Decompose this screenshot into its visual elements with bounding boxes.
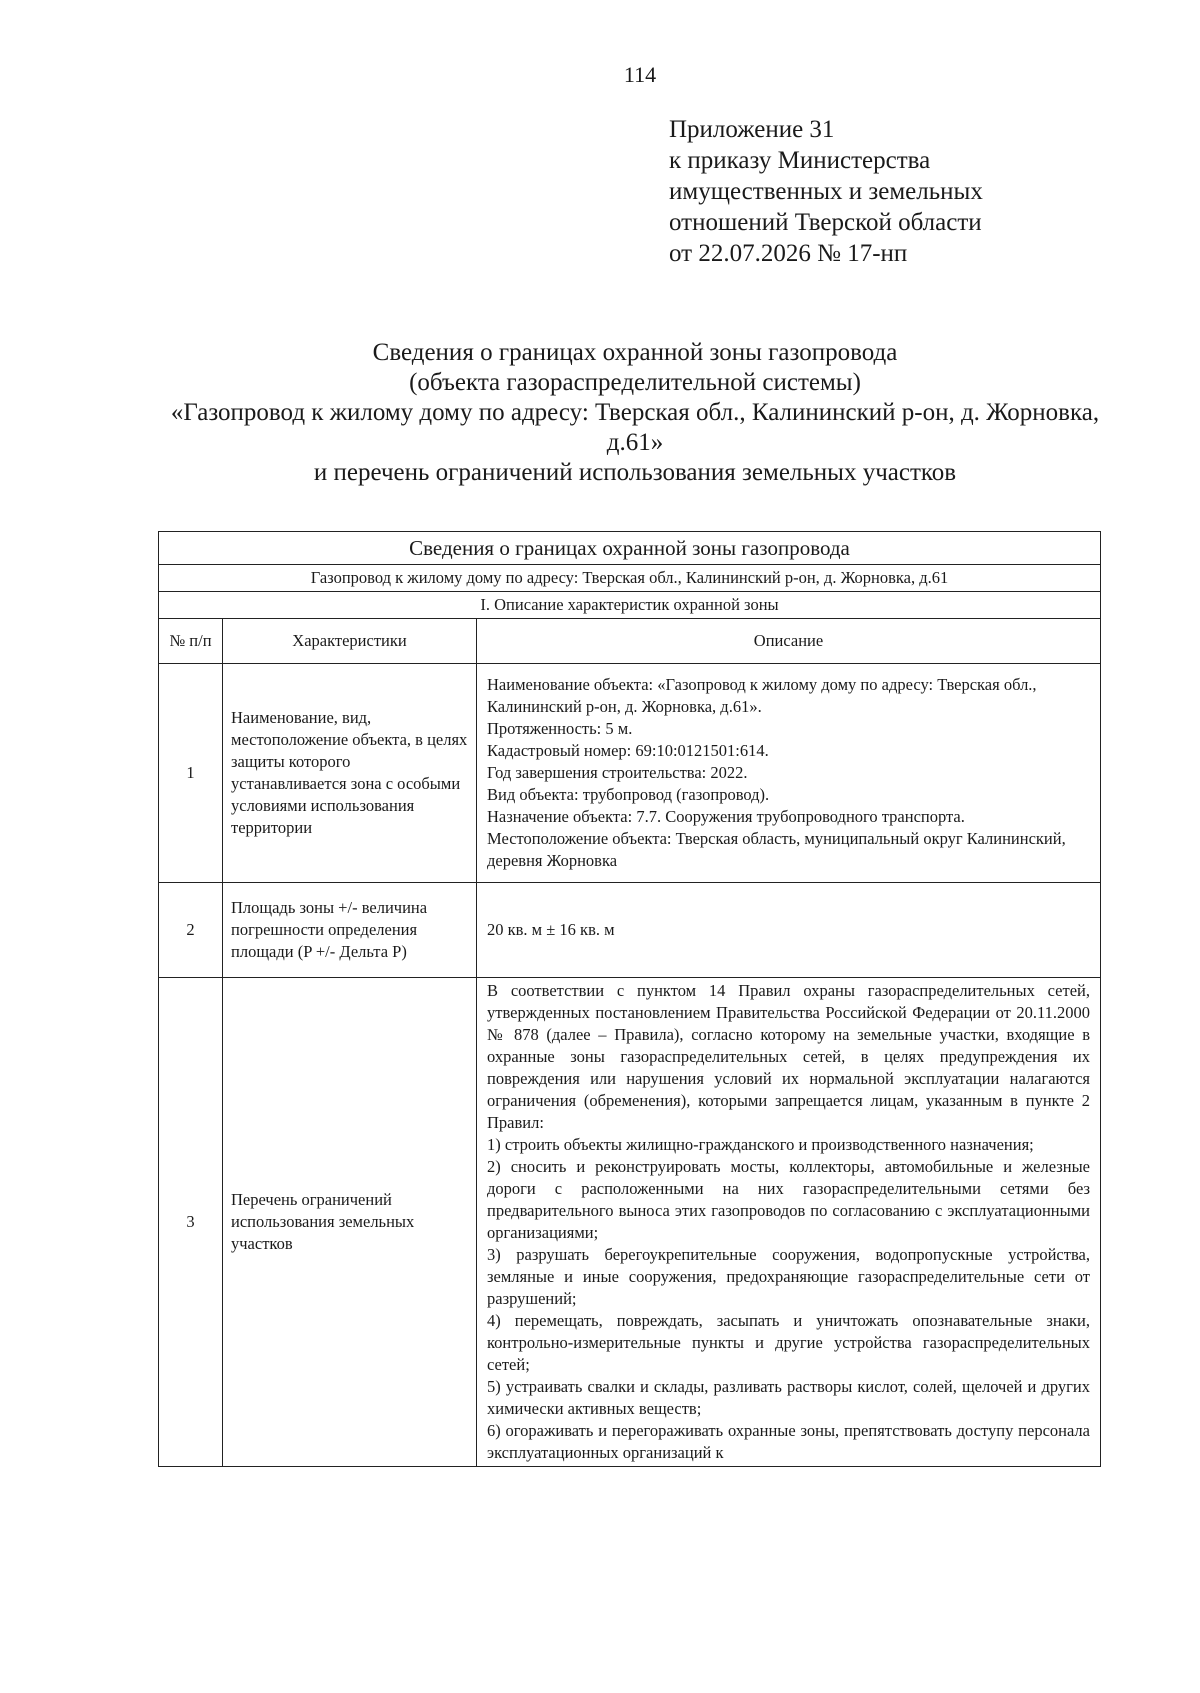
- restriction-item: 3) разрушать берегоукрепительные сооружения, водопропускные устройства, земляные и иные сооружения, предохраняющие газораспределительные сети от разрушений;: [487, 1245, 1090, 1308]
- restriction-item: 5) устраивать свалки и склады, разливать растворы кислот, солей, щелочей и других химически активных веществ;: [487, 1377, 1090, 1418]
- row-description: [477, 978, 1101, 1467]
- table-object-header: Газопровод к жилому дому по адресу: Тверская обл., Калининский р-он, д. Жорновка, д.61: [159, 565, 1101, 592]
- restriction-item: 4) перемещать, повреждать, засыпать и уничтожать опознавательные знаки, контрольно-измерительные пункты и другие устройства газораспределительных сетей;: [487, 1311, 1090, 1374]
- restriction-item: 1) строить объекты жилищно-гражданского и производственного назначения;: [487, 1135, 1034, 1154]
- description-line: Назначение объекта: 7.7. Сооружения трубопроводного транспорта.: [487, 807, 965, 826]
- row-description: [477, 664, 1101, 883]
- title-line: (объекта газораспределительной системы): [409, 369, 861, 396]
- description-paragraph: В соответствии с пунктом 14 Правил охраны газораспределительных сетей, утвержденных постановлением Правительства Российской Федерации от 20.11.2000 № 878 (далее – Правила), согласно которому на земельные участки, входящие в охранные зоны газораспределительных сетей, в целях предупреждения их повреждения или нарушения условий их нормальной эксплуатации налагаются ограничения (обременения), которыми запрещается лицам, указанным в пункте 2 Правил:: [487, 981, 1090, 1132]
- title-line: и перечень ограничений использования земельных участков: [313, 459, 957, 486]
- column-header-num: № п/п: [159, 619, 223, 664]
- table-main-header: Сведения о границах охранной зоны газопровода: [159, 532, 1101, 565]
- row-number: 1: [159, 664, 223, 883]
- zone-table: [158, 531, 1101, 1467]
- appendix-line: к приказу Министерства: [669, 147, 931, 174]
- column-header-characteristics: Характеристики: [223, 619, 477, 664]
- table-section-header-row: [159, 592, 1101, 619]
- table-object-header-row: [159, 565, 1101, 592]
- appendix-line: Приложение 31: [669, 116, 835, 143]
- description-line: Вид объекта: трубопровод (газопровод).: [487, 785, 770, 804]
- document-title: [160, 338, 1110, 488]
- description-line: Год завершения строительства: 2022.: [487, 763, 748, 782]
- title-line: «Газопровод к жилому дому по адресу: Тверская обл., Калининский р-он, д. Жорновка, д.61»: [170, 399, 1100, 456]
- description-line: Кадастровый номер: 69:10:0121501:614.: [487, 741, 769, 760]
- table-section-header: I. Описание характеристик охранной зоны: [159, 592, 1101, 619]
- description-line: Местоположение объекта: Тверская область, муниципальный округ Калининский, деревня Жорновка: [487, 829, 1066, 870]
- row-characteristic: Площадь зоны +/- величина погрешности определения площади (P +/- Дельта P): [223, 883, 477, 978]
- row-characteristic: Наименование, вид, местоположение объекта, в целях защиты которого устанавливается зона с особыми условиями использования территории: [223, 664, 477, 883]
- restriction-item: 6) огораживать и перегораживать охранные зоны, препятствовать доступу персонала эксплуатационных организаций к: [487, 1421, 1090, 1462]
- column-header-description: Описание: [477, 619, 1101, 664]
- page-number: 114: [623, 62, 657, 87]
- appendix-line: имущественных и земельных: [669, 178, 983, 205]
- appendix-line: от 22.07.2026 № 17-нп: [669, 240, 908, 267]
- row-characteristic: Перечень ограничений использования земельных участков: [223, 978, 477, 1467]
- appendix-line: отношений Тверской области: [669, 209, 982, 236]
- table-row: [159, 664, 1101, 883]
- table-row: [159, 978, 1101, 1467]
- table-row: [159, 883, 1101, 978]
- description-line: Наименование объекта: «Газопровод к жилому дому по адресу: Тверская обл., Калининский р-он, д. Жорновка, д.61».: [487, 675, 1037, 716]
- table-main-header-row: [159, 532, 1101, 565]
- description-line: Протяженность: 5 м.: [487, 719, 633, 738]
- title-line: Сведения о границах охранной зоны газопровода: [372, 339, 898, 366]
- restriction-item: 2) сносить и реконструировать мосты, коллекторы, автомобильные и железные дороги с расположенными на них газораспределительными сетями без предварительного выноса этих газопроводов по согласованию с эксплуатационными организациями;: [487, 1157, 1090, 1242]
- row-number: 3: [159, 978, 223, 1467]
- appendix-block: [669, 114, 983, 269]
- row-number: 2: [159, 883, 223, 978]
- table-column-header-row: [159, 619, 1101, 664]
- row-description: 20 кв. м ± 16 кв. м: [477, 883, 1101, 978]
